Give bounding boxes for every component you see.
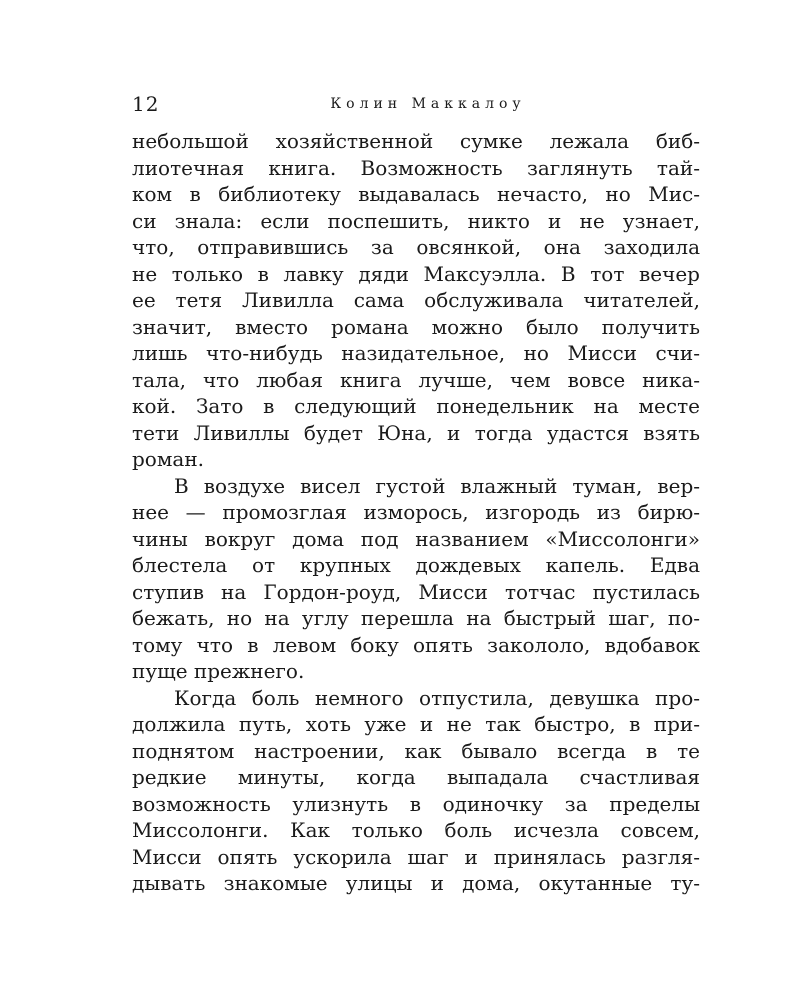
text-line: ее тетя Ливилла сама обслуживала читателей, [132,288,700,312]
text-line: значит, вместо романа можно было получить [132,314,700,339]
text-line: роман. [132,447,205,471]
text-line: возможность улизнуть в одиночку за пределы [132,791,700,816]
text-line: что, отправившись за овсянкой, она заходила [132,235,700,259]
text-line: ком в библиотеку выдавалась нечасто, но Мис- [132,182,700,206]
text-line: тому что в левом боку опять закололо, вдобавок [132,632,700,657]
text-line: Мисси опять ускорила шаг и принялась разгля- [132,844,700,869]
text-line: поднятом настроении, как бывало всегда в те [132,738,700,763]
text-line: тала, что любая книга лучше, чем вовсе ника- [132,367,700,392]
text-line: должила путь, хоть уже и не так быстро, в при- [132,712,700,736]
paragraph [132,128,700,473]
text-line: тети Ливиллы будет Юна, и тогда удастся взять [132,420,700,445]
text-line: лишь что-нибудь назидательное, но Мисси счи- [132,341,700,365]
text-line: Когда боль немного отпустила, девушка про- [174,685,700,710]
text-line: дывать знакомые улицы и дома, окутанные ту- [132,871,700,895]
text-line: си знала: если поспешить, никто и не узнает, [132,208,700,233]
text-line: пуще прежнего. [132,659,305,683]
text-line: Миссолонги. Как только боль исчезла совсем, [132,818,700,842]
body-text [132,128,700,897]
text-line: ступив на Гордон-роуд, Мисси тотчас пустилась [132,579,700,604]
paragraph [132,685,700,897]
text-line: лиотечная книга. Возможность заглянуть тай- [132,155,700,180]
paragraph [132,473,700,685]
text-line: нее — промозглая изморось, изгородь из бирю- [132,500,700,524]
text-line: В воздухе висел густой влажный туман, вер- [174,473,700,498]
text-line: чины вокруг дома под названием «Миссолонги» [132,526,700,551]
text-line: небольшой хозяйственной сумке лежала биб- [132,129,700,153]
text-line: редкие минуты, когда выпадала счастливая [132,765,700,789]
text-line: кой. Зато в следующий понедельник на месте [132,394,700,418]
page-number: 12 [132,92,160,116]
running-head [132,92,700,120]
text-line: не только в лавку дяди Максуэлла. В тот вечер [132,261,700,286]
text-line: бежать, но на углу перешла на быстрый шаг, по- [132,606,700,630]
running-head-title: Колин Маккалоу [330,96,526,112]
text-line: блестела от крупных дождевых капель. Едва [132,553,700,577]
